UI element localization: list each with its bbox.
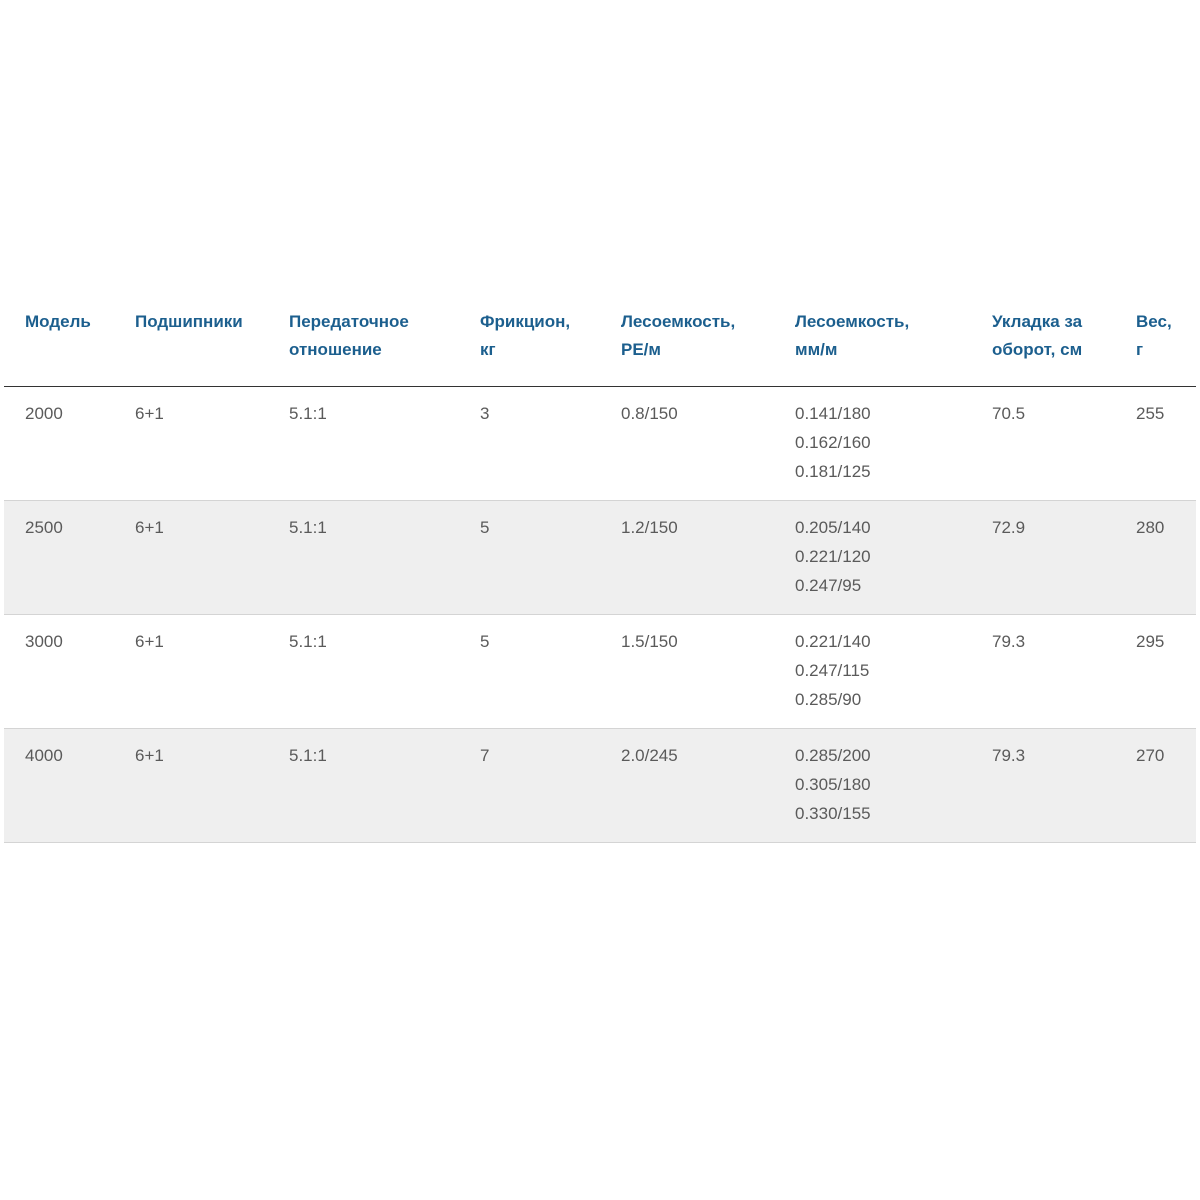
cell-model: 2500 <box>4 501 135 615</box>
mono-capacity-value: 0.141/180 <box>795 404 871 423</box>
header-gear-ratio-line2: отношение <box>289 340 382 359</box>
cell-bearings: 6+1 <box>135 501 289 615</box>
cell-ratio: 5.1:1 <box>289 501 480 615</box>
cell-weight: 295 <box>1136 615 1196 729</box>
mono-capacity-value: 0.162/160 <box>795 433 871 452</box>
header-retrieve-line2: оборот, см <box>992 340 1083 359</box>
cell-mono-capacity <box>795 729 992 843</box>
header-pe-capacity-line2: PE/м <box>621 340 661 359</box>
mono-capacity-value: 0.247/95 <box>795 576 862 595</box>
header-drag <box>480 296 621 387</box>
cell-model: 4000 <box>4 729 135 843</box>
cell-pe-capacity: 2.0/245 <box>621 729 795 843</box>
cell-pe-capacity: 0.8/150 <box>621 387 795 501</box>
cell-drag: 5 <box>480 501 621 615</box>
table-row <box>4 615 1196 729</box>
cell-mono-capacity <box>795 615 992 729</box>
mono-capacity-value: 0.221/120 <box>795 547 871 566</box>
header-gear-ratio-line1: Передаточное <box>289 312 409 331</box>
cell-weight: 255 <box>1136 387 1196 501</box>
table-row <box>4 501 1196 615</box>
header-row <box>4 296 1196 387</box>
cell-drag: 5 <box>480 615 621 729</box>
cell-ratio: 5.1:1 <box>289 729 480 843</box>
cell-mono-capacity <box>795 501 992 615</box>
header-pe-capacity <box>621 296 795 387</box>
mono-capacity-value: 0.221/140 <box>795 632 871 651</box>
cell-retrieve: 72.9 <box>992 501 1136 615</box>
header-weight <box>1136 296 1196 387</box>
header-weight-line1: Вес, <box>1136 312 1172 331</box>
cell-bearings: 6+1 <box>135 387 289 501</box>
header-mono-capacity <box>795 296 992 387</box>
header-drag-line2: кг <box>480 340 496 359</box>
mono-capacity-value: 0.285/90 <box>795 690 862 709</box>
spec-table <box>4 296 1196 843</box>
cell-pe-capacity: 1.2/150 <box>621 501 795 615</box>
cell-pe-capacity: 1.5/150 <box>621 615 795 729</box>
cell-retrieve: 70.5 <box>992 387 1136 501</box>
cell-drag: 3 <box>480 387 621 501</box>
table-row <box>4 387 1196 501</box>
header-model-line1: Модель <box>25 312 91 331</box>
cell-bearings: 6+1 <box>135 729 289 843</box>
cell-model: 3000 <box>4 615 135 729</box>
header-drag-line1: Фрикцион, <box>480 312 571 331</box>
mono-capacity-value: 0.330/155 <box>795 804 871 823</box>
mono-capacity-value: 0.305/180 <box>795 775 871 794</box>
cell-ratio: 5.1:1 <box>289 387 480 501</box>
cell-drag: 7 <box>480 729 621 843</box>
cell-mono-capacity <box>795 387 992 501</box>
table-row <box>4 729 1196 843</box>
header-weight-line2: г <box>1136 340 1144 359</box>
header-mono-capacity-line2: мм/м <box>795 340 838 359</box>
cell-weight: 280 <box>1136 501 1196 615</box>
mono-capacity-value: 0.181/125 <box>795 462 871 481</box>
cell-ratio: 5.1:1 <box>289 615 480 729</box>
cell-retrieve: 79.3 <box>992 729 1136 843</box>
cell-model: 2000 <box>4 387 135 501</box>
mono-capacity-value: 0.285/200 <box>795 746 871 765</box>
header-retrieve <box>992 296 1136 387</box>
header-bearings <box>135 296 289 387</box>
cell-weight: 270 <box>1136 729 1196 843</box>
header-retrieve-line1: Укладка за <box>992 312 1083 331</box>
mono-capacity-value: 0.247/115 <box>795 661 870 680</box>
header-pe-capacity-line1: Лесоемкость, <box>621 312 736 331</box>
header-mono-capacity-line1: Лесоемкость, <box>795 312 910 331</box>
cell-retrieve: 79.3 <box>992 615 1136 729</box>
cell-bearings: 6+1 <box>135 615 289 729</box>
header-gear-ratio <box>289 296 480 387</box>
mono-capacity-value: 0.205/140 <box>795 518 871 537</box>
header-bearings-line1: Подшипники <box>135 312 243 331</box>
header-model <box>4 296 135 387</box>
